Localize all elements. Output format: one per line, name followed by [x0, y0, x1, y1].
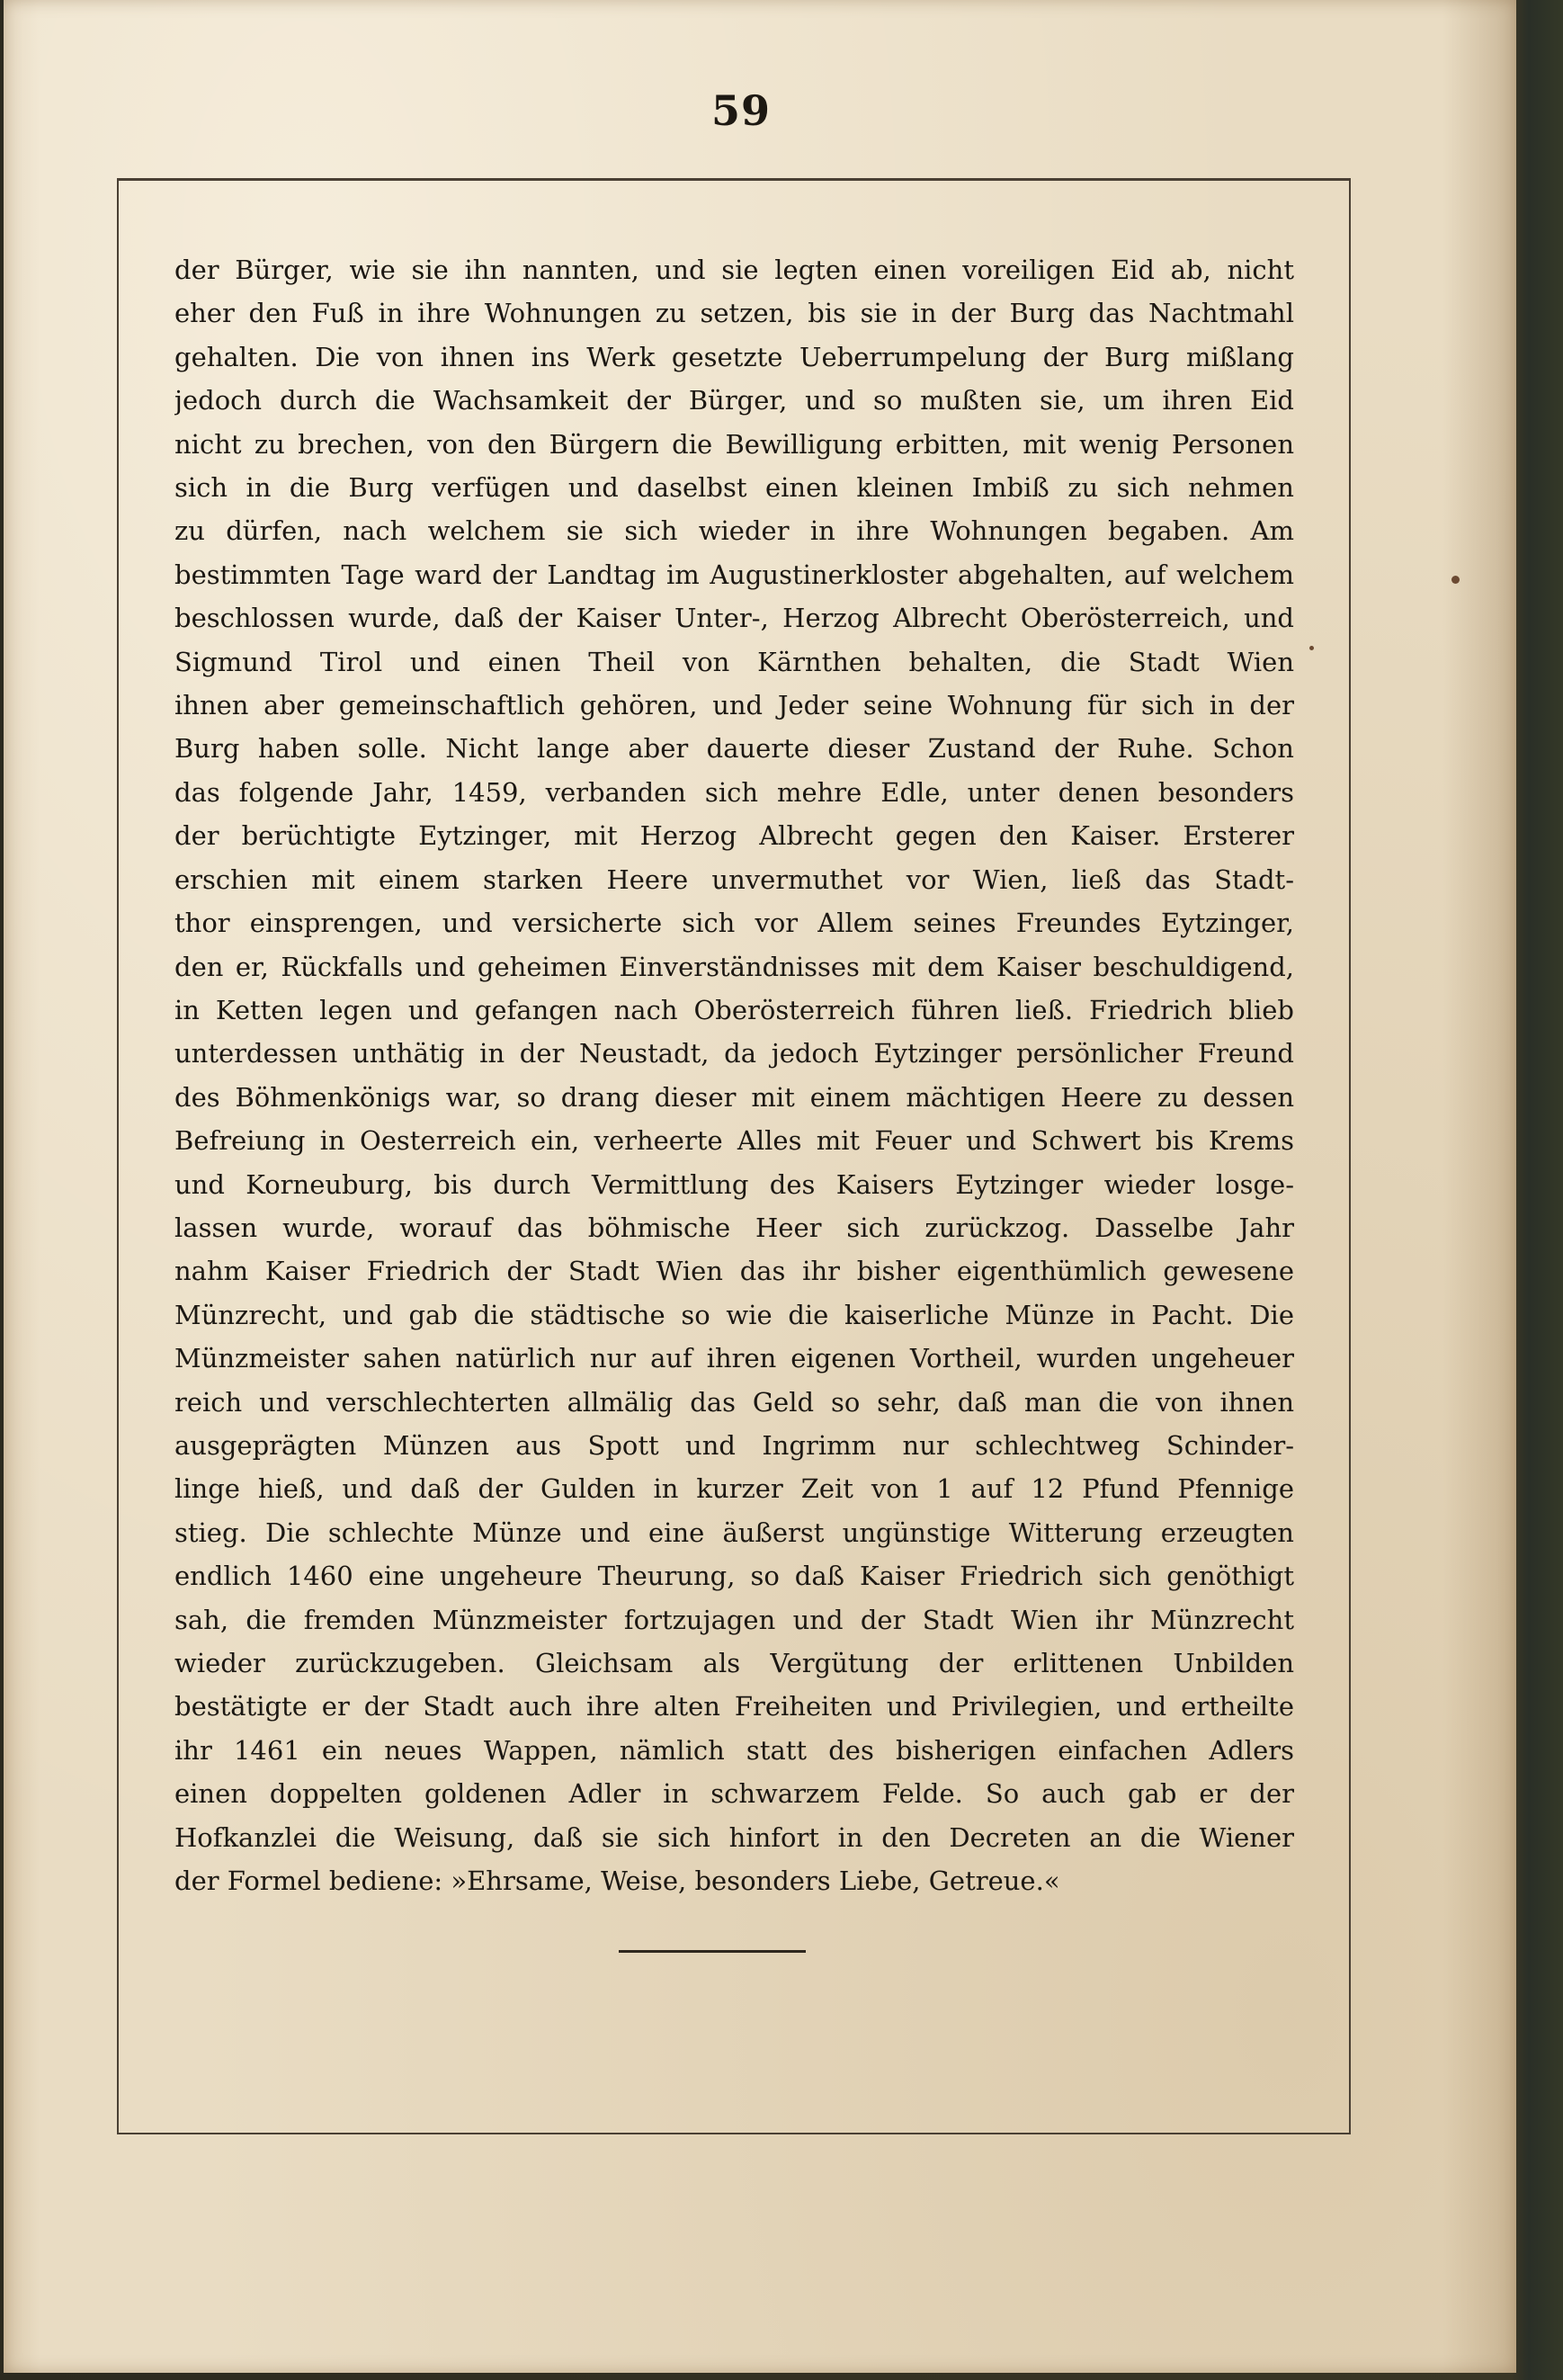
text-line: endlich 1460 eine ungeheure Theurung, so daß Kaiser Friedrich sich genöthigt	[174, 1561, 1294, 1592]
text-line: gehalten. Die von ihnen ins Werk gesetzte Ueberrumpelung der Burg mißlang	[174, 341, 1294, 372]
text-line: den er, Rückfalls und geheimen Einverständnisses mit dem Kaiser beschuldigend,	[174, 951, 1294, 982]
text-line: Sigmund Tirol und einen Theil von Kärnthen behalten, die Stadt Wien	[174, 646, 1294, 677]
text-line: thor einsprengen, und versicherte sich vor Allem seines Freundes Eytzinger,	[174, 908, 1294, 939]
text-line: reich und verschlechterten allmälig das Geld so sehr, daß man die von ihnen	[174, 1386, 1294, 1418]
paper-speck	[1309, 646, 1314, 650]
text-line: erschien mit einem starken Heere unvermuthet vor Wien, ließ das Stadt-	[174, 863, 1294, 895]
text-line: nahm Kaiser Friedrich der Stadt Wien das ihr bisher eigenthümlich gewesene	[174, 1256, 1294, 1287]
text-line: ausgeprägten Münzen aus Spott und Ingrimm nur schlechtweg Schinder-	[174, 1429, 1294, 1461]
text-line: Hofkanzlei die Weisung, daß sie sich hinfort in den Decreten an die Wiener	[174, 1821, 1294, 1853]
text-line: und Korneuburg, bis durch Vermittlung des Kaisers Eytzinger wieder losge-	[174, 1168, 1294, 1200]
text-line: eher den Fuß in ihre Wohnungen zu setzen, bis sie in der Burg das Nachtmahl	[174, 298, 1294, 329]
text-line: stieg. Die schlechte Münze und eine äußerst ungünstige Witterung erzeugten	[174, 1517, 1294, 1548]
text-line: nicht zu brechen, von den Bürgern die Bewilligung erbitten, mit wenig Personen	[174, 428, 1294, 460]
text-line: Münzmeister sahen natürlich nur auf ihren eigenen Vortheil, wurden ungeheuer	[174, 1343, 1294, 1374]
text-line: ihnen aber gemeinschaftlich gehören, und Jeder seine Wohnung für sich in der	[174, 690, 1294, 721]
text-line: des Böhmenkönigs war, so drang dieser mit einem mächtigen Heere zu dessen	[174, 1081, 1294, 1113]
text-line: linge hieß, und daß der Gulden in kurzer Zeit von 1 auf 12 Pfund Pfennige	[174, 1473, 1294, 1505]
text-line: Befreiung in Oesterreich ein, verheerte Alles mit Feuer und Schwert bis Krems	[174, 1125, 1294, 1157]
text-line: sich in die Burg verfügen und daselbst einen kleinen Imbiß zu sich nehmen	[174, 472, 1294, 504]
text-line: lassen wurde, worauf das böhmische Heer sich zurückzog. Dasselbe Jahr	[174, 1212, 1294, 1243]
text-line: Münzrecht, und gab die städtische so wie die kaiserliche Münze in Pacht. Die	[174, 1299, 1294, 1330]
text-line: wieder zurückzugeben. Gleichsam als Vergütung der erlittenen Unbilden	[174, 1648, 1294, 1678]
text-line: jedoch durch die Wachsamkeit der Bürger, und so mußten sie, um ihren Eid	[174, 385, 1294, 416]
text-line: zu dürfen, nach welchem sie sich wieder in ihre Wohnungen begaben. Am	[174, 515, 1294, 547]
book-page	[4, 0, 1516, 2373]
text-line: der berüchtigte Eytzinger, mit Herzog Albrecht gegen den Kaiser. Ersterer	[174, 820, 1294, 852]
text-line: einen doppelten goldenen Adler in schwarzem Felde. So auch gab er der	[174, 1778, 1294, 1810]
text-line: beschlossen wurde, daß der Kaiser Unter-, Herzog Albrecht Oberösterreich, und	[174, 603, 1294, 634]
text-line: der Bürger, wie sie ihn nannten, und sie legten einen voreiligen Eid ab, nicht	[174, 255, 1294, 285]
text-line: bestimmten Tage ward der Landtag im Augustinerkloster abgehalten, auf welchem	[174, 559, 1294, 590]
page-number: 59	[710, 86, 771, 135]
closing-rule	[619, 1950, 806, 1953]
body-paragraph	[174, 248, 1294, 1902]
text-line: der Formel bediene: »Ehrsame, Weise, besonders Liebe, Getreue.«	[174, 1866, 1060, 1897]
text-line: Burg haben solle. Nicht lange aber dauerte dieser Zustand der Ruhe. Schon	[174, 733, 1294, 765]
text-line: sah, die fremden Münzmeister fortzujagen und der Stadt Wien ihr Münzrecht	[174, 1604, 1294, 1635]
text-line: unterdessen unthätig in der Neustadt, da jedoch Eytzinger persönlicher Freund	[174, 1038, 1294, 1069]
text-line: das folgende Jahr, 1459, verbanden sich mehre Edle, unter denen besonders	[174, 776, 1294, 808]
paper-speck	[1451, 576, 1460, 584]
text-line: bestätigte er der Stadt auch ihre alten Freiheiten und Privilegien, und ertheilte	[174, 1691, 1294, 1722]
text-line: in Ketten legen und gefangen nach Oberösterreich führen ließ. Friedrich blieb	[174, 994, 1294, 1025]
text-line: ihr 1461 ein neues Wappen, nämlich statt des bisherigen einfachen Adlers	[174, 1734, 1294, 1766]
